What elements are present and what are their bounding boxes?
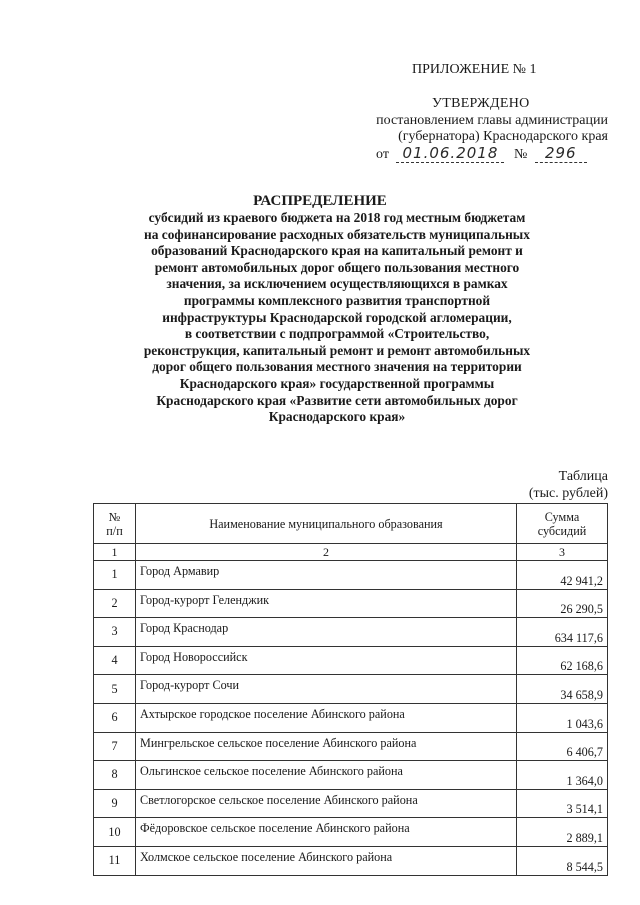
row-sum: 8 544,5	[517, 846, 608, 875]
table-unit: (тыс. рублей)	[528, 486, 608, 501]
table-row	[94, 846, 608, 875]
table-row	[94, 703, 608, 732]
row-name: Холмское сельское поселение Абинского района	[136, 846, 517, 875]
table-row	[94, 761, 608, 790]
header-num-line-2: п/п	[106, 523, 123, 538]
row-name: Фёдоровское сельское поселение Абинского района	[136, 818, 517, 847]
row-num: 1	[94, 561, 136, 590]
number-prefix: №	[513, 147, 528, 162]
row-sum: 6 406,7	[517, 732, 608, 761]
row-num: 7	[94, 732, 136, 761]
header-num-line-1: №	[108, 509, 121, 524]
subtitle-line: Краснодарского края»	[268, 409, 406, 425]
document-title: РАСПРЕДЕЛЕНИЕ	[253, 193, 387, 209]
decree-date-number	[376, 144, 587, 163]
subtitle-line: субсидий из краевого бюджета на 2018 год местным бюджетам	[148, 210, 526, 225]
row-sum: 34 658,9	[517, 675, 608, 704]
row-name: Ахтырское городское поселение Абинского района	[136, 703, 517, 732]
table-row	[94, 646, 608, 675]
header-sum-line-2: субсидий	[537, 523, 587, 538]
row-num: 11	[94, 846, 136, 875]
header-sum	[517, 504, 608, 544]
subtitle-line: Краснодарского края» государственной программы	[179, 375, 495, 391]
table-caption	[529, 468, 608, 502]
row-name: Мингрельское сельское поселение Абинского района	[136, 732, 517, 761]
header-num	[94, 504, 136, 544]
table-row	[94, 818, 608, 847]
table-row	[94, 789, 608, 818]
table-row	[94, 561, 608, 590]
row-sum: 26 290,5	[517, 589, 608, 618]
date-prefix: от	[376, 147, 389, 162]
table-row	[94, 618, 608, 647]
row-num: 2	[94, 589, 136, 618]
column-number-row	[94, 544, 608, 561]
approved-stamp-text: УТВЕРЖДЕНО	[432, 96, 530, 111]
row-num: 8	[94, 761, 136, 790]
row-sum: 62 168,6	[517, 646, 608, 675]
row-num: 3	[94, 618, 136, 647]
row-name: Город-курорт Геленджик	[136, 589, 517, 618]
row-name: Город-курорт Сочи	[136, 675, 517, 704]
row-num: 9	[94, 789, 136, 818]
table-label: Таблица	[558, 469, 608, 484]
table-header-row	[94, 504, 608, 544]
header-name: Наименование муниципального образования	[136, 504, 517, 544]
subsidy-distribution-table	[93, 503, 608, 876]
row-sum: 2 889,1	[517, 818, 608, 847]
row-sum: 1 043,6	[517, 703, 608, 732]
row-name: Город Армавир	[136, 561, 517, 590]
row-name: Ольгинское сельское поселение Абинского района	[136, 761, 517, 790]
handwritten-date: 01.06.2018	[396, 144, 504, 163]
column-number: 3	[517, 544, 608, 561]
subtitle-line: программы комплексного развития транспортной	[183, 292, 491, 308]
approved-by-block	[308, 113, 608, 145]
row-sum: 634 117,6	[517, 618, 608, 647]
header-sum-line-1: Сумма	[544, 509, 580, 524]
approved-by-line-1: постановлением главы администрации	[376, 113, 608, 128]
subtitle-line: образований Краснодарского края на капитальный ремонт и	[151, 243, 523, 259]
row-sum: 3 514,1	[517, 789, 608, 818]
subtitle-line: значения, за исключением осуществляющихся в рамках	[166, 276, 508, 292]
row-num: 10	[94, 818, 136, 847]
row-num: 5	[94, 675, 136, 704]
subtitle-line: Краснодарского края «Развитие сети автомобильных дорог	[156, 392, 518, 408]
row-sum: 42 941,2	[517, 561, 608, 590]
subtitle-line: реконструкция, капитальный ремонт и ремонт автомобильных	[143, 342, 531, 358]
table-row	[94, 589, 608, 618]
row-name: Город Краснодар	[136, 618, 517, 647]
table-row	[94, 732, 608, 761]
row-sum: 1 364,0	[517, 761, 608, 790]
row-name: Светлогорское сельское поселение Абинского района	[136, 789, 517, 818]
column-number: 1	[94, 544, 136, 561]
column-number: 2	[136, 544, 517, 561]
approved-by-line-2: (губернатора) Краснодарского края	[398, 129, 608, 144]
subtitle-line: в соответствии с подпрограммой «Строительство,	[184, 326, 490, 342]
table-row	[94, 675, 608, 704]
document-subtitle	[104, 210, 570, 426]
handwritten-number: 296	[535, 144, 587, 163]
subtitle-line: инфраструктуры Краснодарской городской агломерации,	[162, 309, 512, 325]
row-name: Город Новороссийск	[136, 646, 517, 675]
subtitle-line: на софинансирование расходных обязательств муниципальных	[144, 226, 530, 242]
row-num: 6	[94, 703, 136, 732]
subtitle-line: ремонт автомобильных дорог общего пользования местного	[154, 259, 520, 275]
appendix-label: ПРИЛОЖЕНИЕ № 1	[412, 62, 537, 77]
row-num: 4	[94, 646, 136, 675]
subtitle-line: дорог общего пользования местного значения на территории	[152, 359, 522, 375]
